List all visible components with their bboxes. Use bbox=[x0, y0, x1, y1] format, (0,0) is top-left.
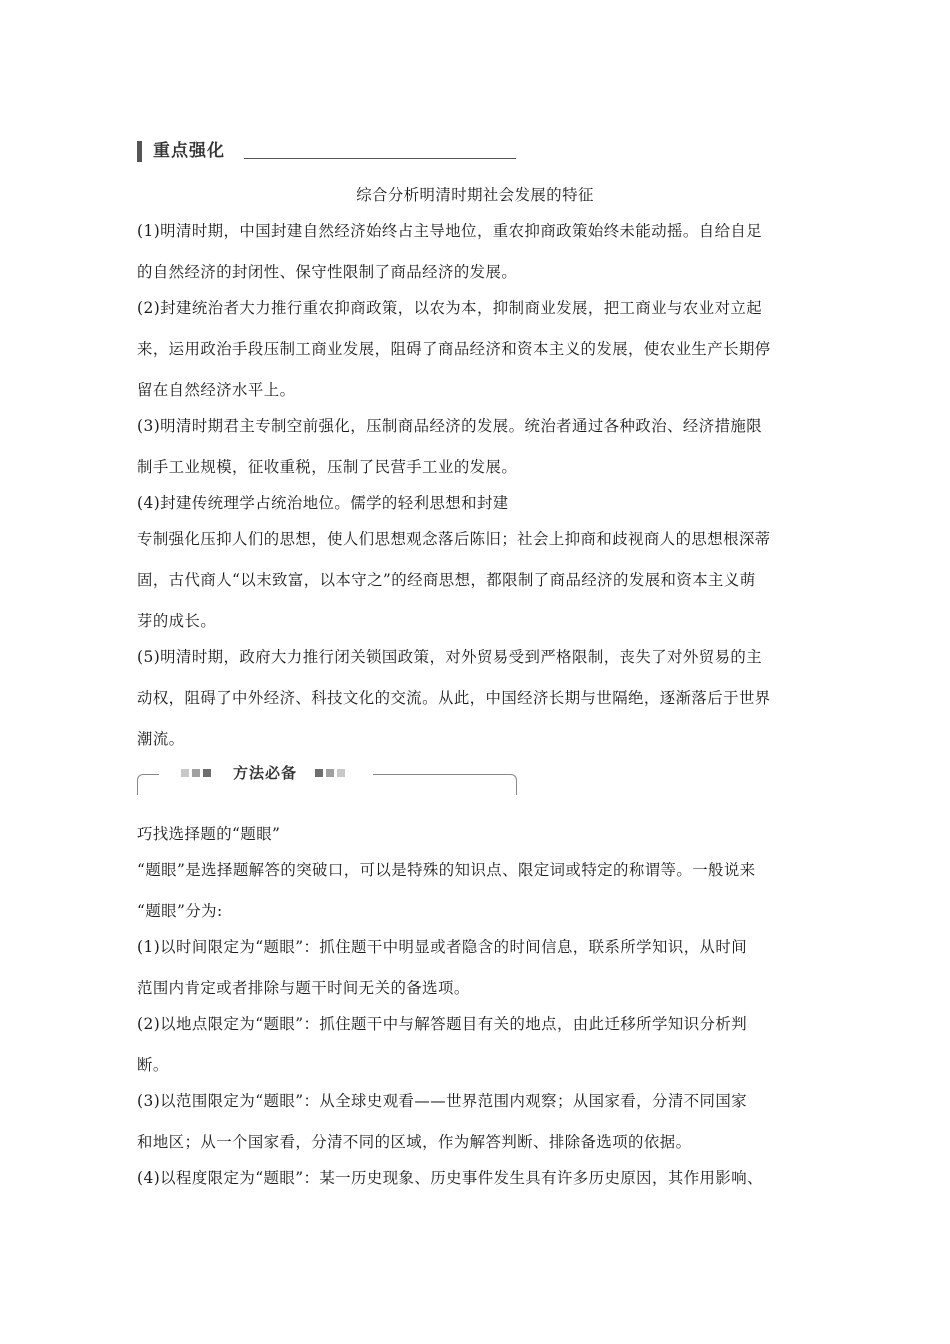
paragraph-line: (4)以程度限定为“题眼”：某一历史现象、历史事件发生具有许多历史原因，其作用影响、 bbox=[137, 1169, 763, 1187]
paragraph-line: 的自然经济的封闭性、保守性限制了商品经济的发展。 bbox=[137, 263, 518, 281]
paragraph-line: 留在自然经济水平上。 bbox=[137, 381, 296, 399]
section-heading: 重点强化 bbox=[153, 141, 225, 161]
paragraph-line: 和地区；从一个国家看，分清不同的区域，作为解答判断、排除备选项的依据。 bbox=[137, 1133, 692, 1151]
topic-title: 综合分析明清时期社会发展的特征 bbox=[356, 186, 594, 204]
paragraph-line: (3)以范围限定为“题眼”：从全球史观看——世界范围内观察；从国家看，分清不同国家 bbox=[137, 1092, 748, 1110]
paragraph-line: (1)明清时期，中国封建自然经济始终占主导地位，重农抑商政策始终未能动摇。自给自足 bbox=[137, 222, 763, 240]
decor-square-icon bbox=[326, 769, 334, 777]
paragraph-line: 潮流。 bbox=[137, 730, 185, 748]
paragraph-line: “题眼”是选择题解答的突破口，可以是特殊的知识点、限定词或特定的称谓等。一般说来 bbox=[137, 861, 756, 879]
decor-square-icon bbox=[315, 769, 323, 777]
paragraph-line: “题眼”分为: bbox=[137, 902, 223, 920]
paragraph-line: 来，运用政治手段压制工商业发展，阻碍了商品经济和资本主义的发展，使农业生产长期停 bbox=[137, 340, 771, 358]
paragraph-line: (4)封建传统理学占统治地位。儒学的轻利思想和封建 bbox=[137, 494, 509, 512]
paragraph-line: 巧找选择题的“题眼” bbox=[137, 825, 281, 843]
decor-square-icon bbox=[337, 769, 345, 777]
paragraph-line: 范围内肯定或者排除与题干时间无关的备选项。 bbox=[137, 979, 470, 997]
section-header bbox=[137, 140, 517, 164]
method-label: 方法必备 bbox=[233, 764, 298, 782]
paragraph-line: (2)以地点限定为“题眼”：抓住题干中与解答题目有关的地点，由此迁移所学知识分析判 bbox=[137, 1015, 748, 1033]
paragraph-line: (3)明清时期君主专制空前强化，压制商品经济的发展。统治者通过各种政治、经济措施限 bbox=[137, 417, 763, 435]
paragraph-line: (5)明清时期，政府大力推行闭关锁国政策，对外贸易受到严格限制，丧失了对外贸易的主 bbox=[137, 648, 763, 666]
section-heading-rule bbox=[244, 158, 516, 159]
paragraph-line: 固，古代商人“以末致富，以本守之”的经商思想，都限制了商品经济的发展和资本主义萌 bbox=[137, 571, 756, 589]
decor-square-icon bbox=[181, 769, 189, 777]
section-marker-bar bbox=[137, 141, 142, 162]
paragraph-line: 制手工业规模，征收重税，压制了民营手工业的发展。 bbox=[137, 458, 518, 476]
decor-square-icon bbox=[203, 769, 211, 777]
paragraph-line: 芽的成长。 bbox=[137, 612, 217, 630]
paragraph-line: (1)以时间限定为“题眼”：抓住题干中明显或者隐含的时间信息，联系所学知识，从时间 bbox=[137, 938, 748, 956]
method-banner bbox=[137, 760, 517, 796]
decor-squares-left bbox=[181, 769, 214, 788]
paragraph-line: 动权，阻碍了中外经济、科技文化的交流。从此，中国经济长期与世隔绝，逐渐落后于世界 bbox=[137, 689, 771, 707]
paragraph-line: 专制强化压抑人们的思想，使人们思想观念落后陈旧；社会上抑商和歧视商人的思想根深蒂 bbox=[137, 530, 771, 548]
paragraph-line: (2)封建统治者大力推行重农抑商政策，以农为本，抑制商业发展，把工商业与农业对立起 bbox=[137, 299, 763, 317]
decor-squares-right bbox=[315, 769, 348, 788]
decor-square-icon bbox=[192, 769, 200, 777]
paragraph-line: 断。 bbox=[137, 1056, 169, 1074]
